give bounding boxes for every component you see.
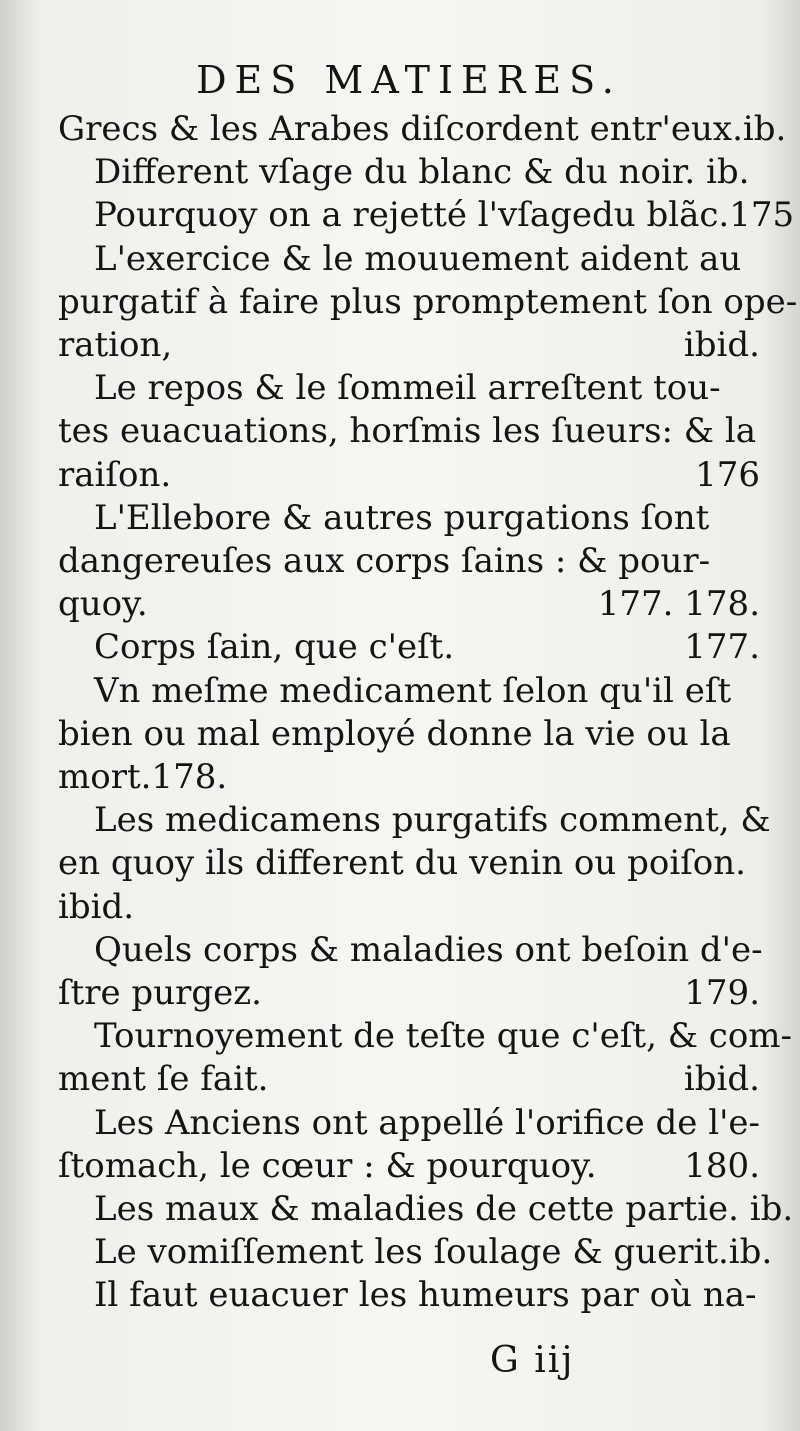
- index-line: [58, 1145, 760, 1188]
- index-line: [58, 799, 771, 842]
- index-line-text: tes euacuations, horſmis les ſueurs: & la: [58, 411, 757, 452]
- index-line-text: ſtomach, le cœur : & pourquoy.: [58, 1145, 597, 1186]
- index-line: [58, 713, 760, 756]
- index-line-page-ref: 176: [695, 454, 760, 495]
- index-line-text: mort.178.: [58, 757, 228, 798]
- index-line: [58, 1015, 793, 1058]
- index-line-text: Il faut euacuer les humeurs par où na-: [94, 1275, 757, 1316]
- index-line: [58, 626, 760, 669]
- index-line-text: Les medicamens purgatifs comment, &: [94, 800, 771, 841]
- index-line-page-ref: 177.: [684, 627, 760, 668]
- index-line: [58, 1102, 760, 1145]
- index-line: [58, 410, 760, 453]
- running-header: DES MATIERES.: [196, 58, 622, 102]
- index-line: [58, 1058, 760, 1101]
- index-line: [58, 670, 760, 713]
- index-line-text: ſtre purgez.: [58, 973, 262, 1014]
- index-line-text: purgatif à faire plus promptement ſon ope-: [58, 281, 798, 322]
- index-line: [58, 281, 798, 324]
- index-line: [58, 1188, 794, 1231]
- index-line-text: bien ou mal employé donne la vie ou la: [58, 713, 731, 754]
- index-line: [58, 108, 787, 151]
- index-line-text: ration,: [58, 325, 173, 366]
- index-line-text: Quels corps & maladies ont beſoin d'e-: [94, 929, 763, 970]
- index-line: [58, 583, 760, 626]
- index-line: [58, 238, 760, 281]
- index-entries: [58, 108, 798, 1318]
- index-line-page-ref: 180.: [684, 1145, 760, 1186]
- index-line-text: Le vomiſſement les ſoulage & guerit.ib.: [94, 1232, 773, 1273]
- index-line: [58, 454, 760, 497]
- index-line-text: Pourquoy on a rejetté l'vſagedu blãc.175: [94, 195, 795, 236]
- index-line-page-ref: 177. 178.: [597, 584, 760, 625]
- index-line: [58, 1274, 760, 1317]
- index-line-text: Les Anciens ont appellé l'orifice de l'e-: [94, 1102, 761, 1143]
- index-line-text: Le repos & le ſommeil arreſtent tou-: [94, 368, 721, 409]
- index-line-page-ref: ibid.: [683, 325, 760, 366]
- index-line: [58, 886, 760, 929]
- index-line: [58, 151, 760, 194]
- index-line-text: Grecs & les Arabes diſcordent entr'eux.ib.: [58, 109, 787, 149]
- index-line-text: ibid.: [58, 886, 135, 927]
- index-line: [58, 367, 760, 410]
- index-line: [58, 756, 760, 799]
- index-line-text: Different vſage du blanc & du noir. ib.: [94, 152, 750, 193]
- index-line: [58, 324, 760, 367]
- index-line: [58, 497, 760, 540]
- signature-mark: G iij: [490, 1340, 575, 1381]
- index-line-text: Vn meſme medicament ſelon qu'il eſt: [94, 670, 732, 711]
- index-line-text: L'Ellebore & autres purgations ſont: [94, 497, 710, 538]
- index-line: [58, 540, 760, 583]
- index-line-text: Corps ſain, que c'eſt.: [94, 627, 455, 668]
- index-line: [58, 972, 760, 1015]
- index-line-text: en quoy ils different du venin ou poiſon.: [58, 843, 746, 884]
- index-line-text: Les maux & maladies de cette partie. ib.: [94, 1189, 794, 1230]
- index-line-text: quoy.: [58, 584, 148, 625]
- index-line-text: raiſon.: [58, 454, 172, 495]
- index-line-page-ref: 179.: [684, 973, 760, 1014]
- index-line: [58, 1231, 773, 1274]
- index-line-text: L'exercice & le mouuement aident au: [94, 238, 742, 279]
- index-line-text: dangereuſes aux corps ſains : & pour-: [58, 541, 711, 582]
- index-line: [58, 929, 763, 972]
- index-line: [58, 842, 760, 885]
- index-line: [58, 194, 795, 237]
- index-line-text: ment ſe fait.: [58, 1059, 269, 1100]
- index-line-page-ref: ibid.: [683, 1059, 760, 1100]
- index-line-text: Tournoyement de teſte que c'eſt, & com-: [94, 1016, 793, 1057]
